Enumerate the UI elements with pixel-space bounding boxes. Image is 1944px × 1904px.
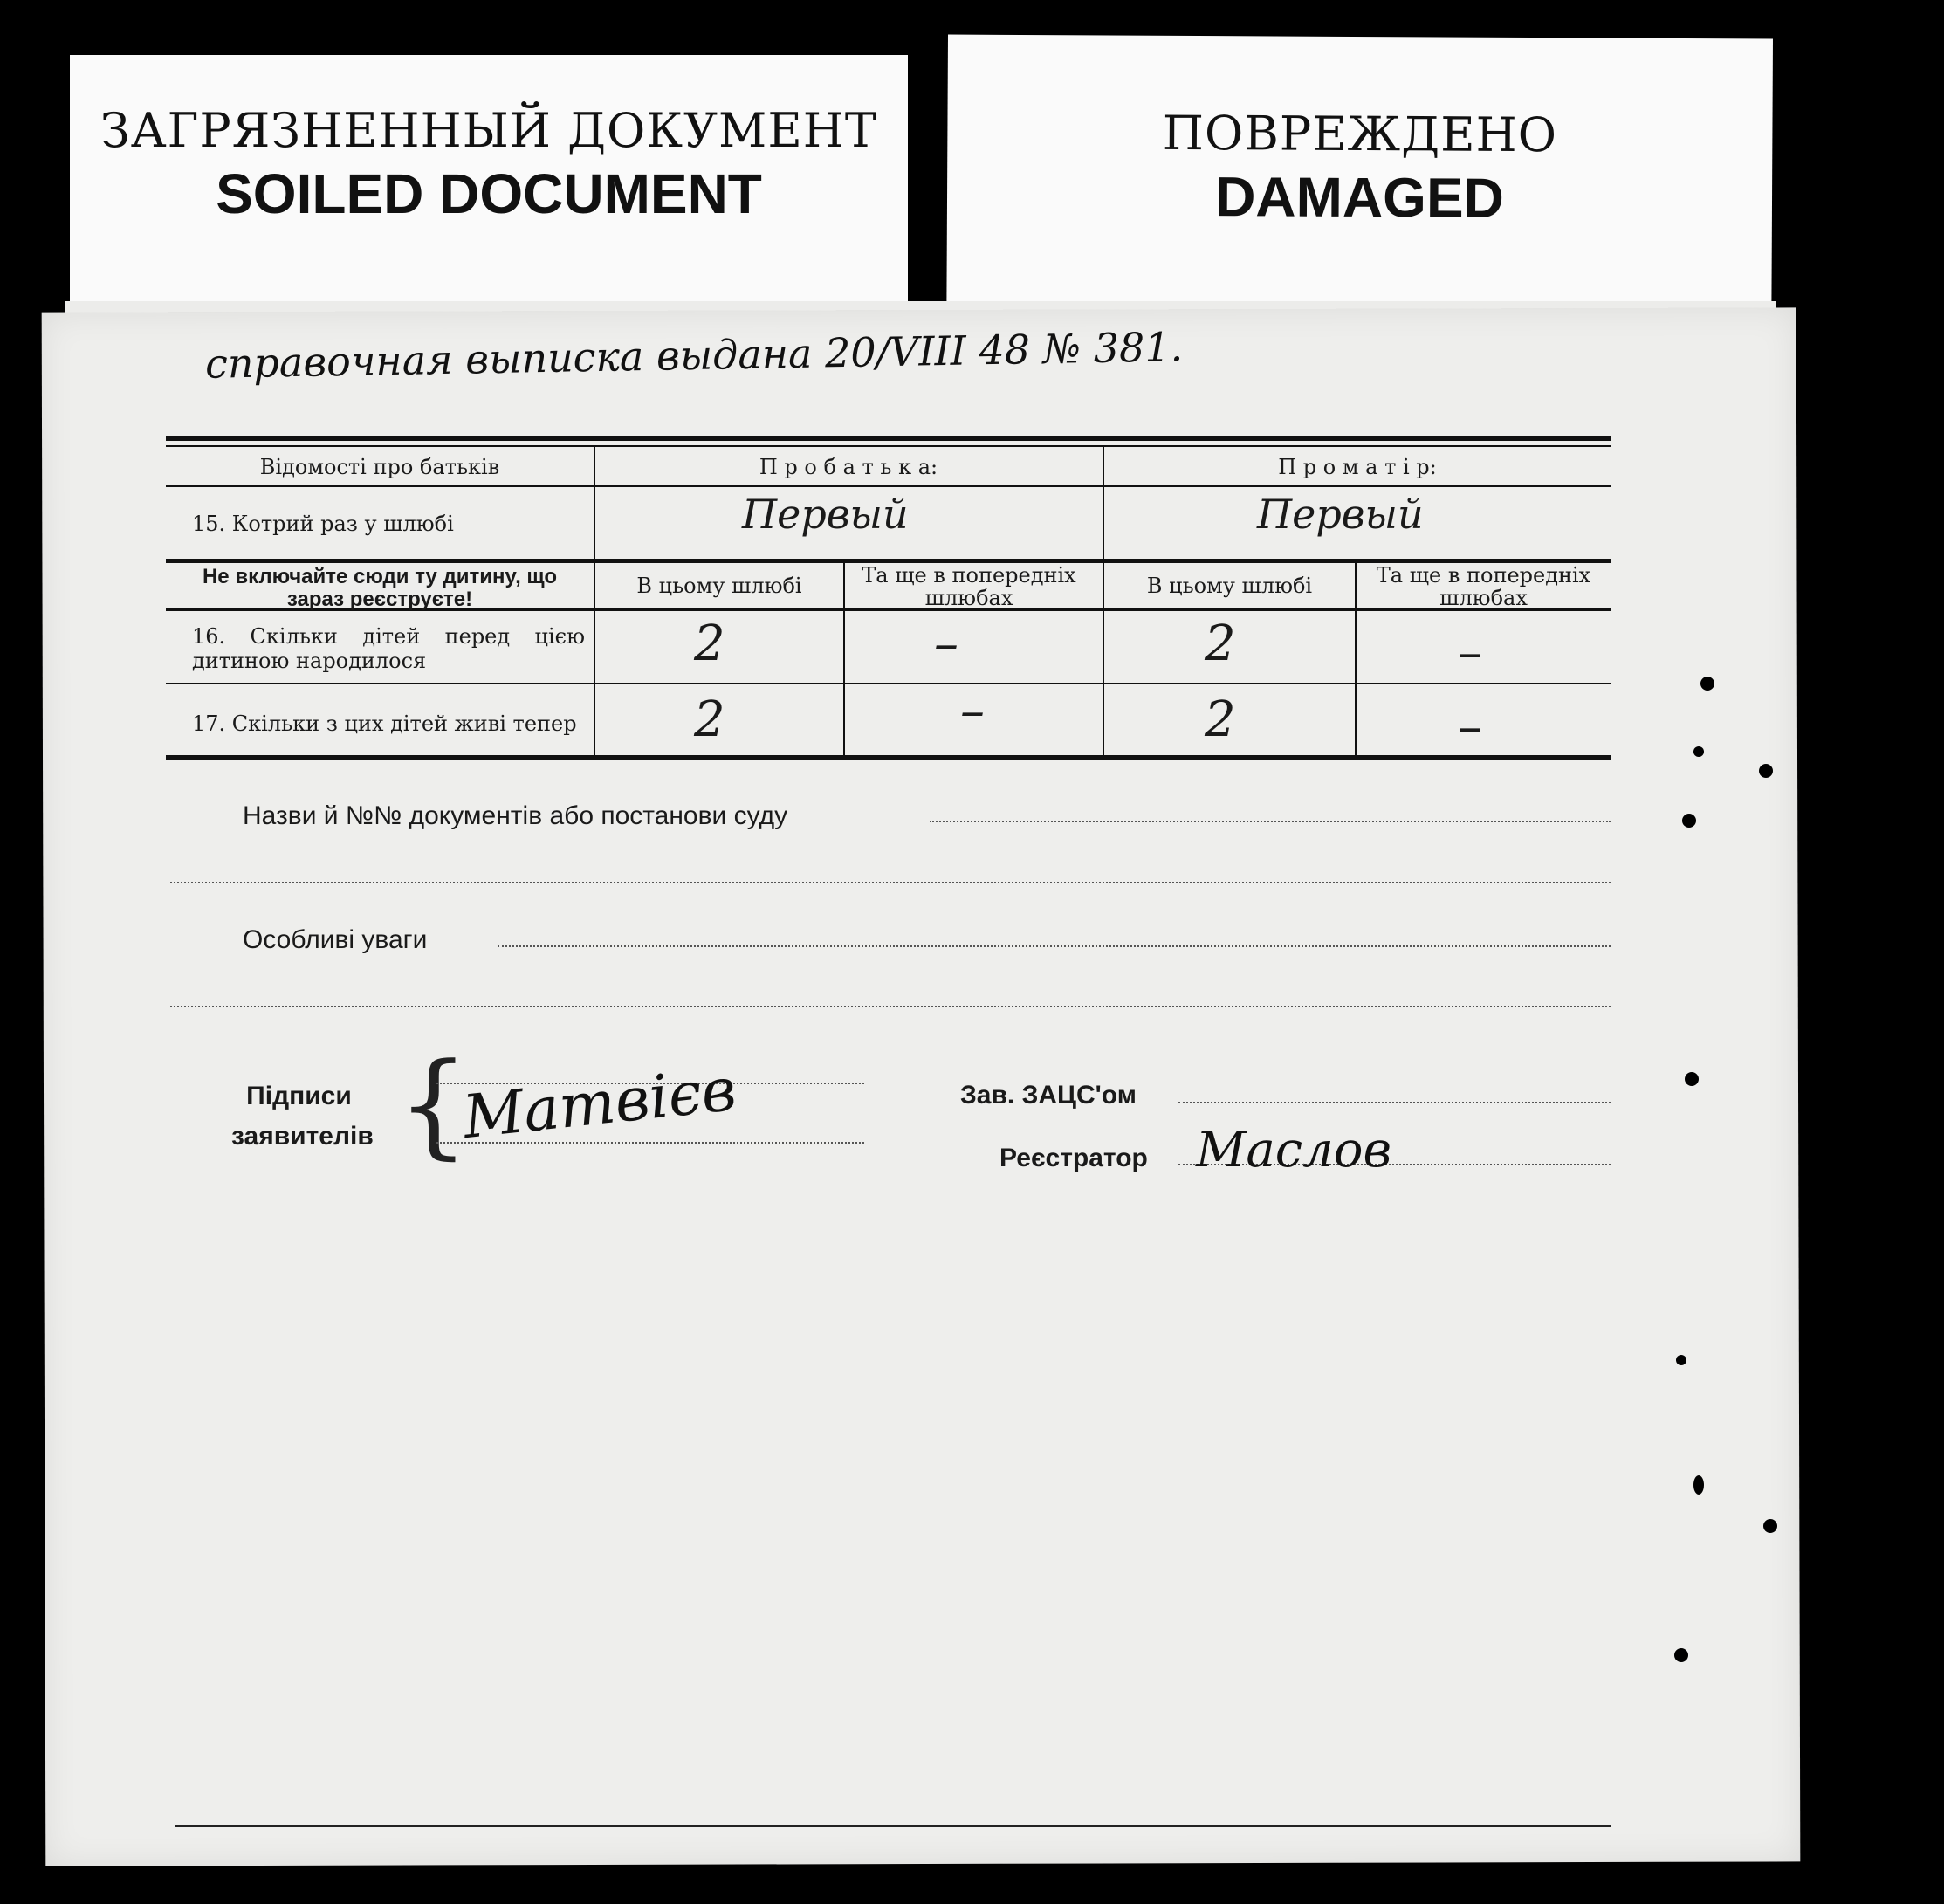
father-this-marriage-header: В цьому шлюбі [636,574,802,598]
mother-prev-marriages-header: Та ще в попередніх шлюбах [1376,563,1591,611]
punch-hole [1759,764,1773,778]
row17-father-this: 2 [694,691,725,748]
row16-label: 16. Скільки дітей перед цією дитиною народилося [192,624,585,673]
row16-mother-this: 2 [1205,615,1236,672]
row16-mother-prev: – [1458,624,1482,681]
punch-hole [1685,1072,1699,1086]
soiled-ru-label: ЗАГРЯЗНЕННЫЙ ДОКУМЕНТ [100,103,877,158]
punch-hole [1674,1648,1688,1662]
row17-mother-this: 2 [1205,691,1236,748]
header-father: П р о б а т ь к а: [759,455,938,479]
soiled-en-label: SOILED DOCUMENT [216,162,762,225]
punch-hole [1693,746,1704,757]
signatures-label: Підписи заявителів [231,1082,374,1151]
parents-table [166,436,1611,761]
row15-father-value: Первый [742,491,909,538]
head-zags-label: Зав. ЗАЦС'ом [960,1081,1137,1110]
row17-label: 17. Скільки з цих дітей живі тепер [192,711,577,736]
handwritten-top-note: справочная выписка выдана 20/VIII 48 № 381. [204,323,1184,388]
row17-mother-prev: – [1458,698,1482,755]
applicant-signature: Матвієв [459,1055,739,1153]
remarks-label: Особливі уваги [243,925,428,954]
row15-label: 15. Котрий раз у шлюбі [192,512,454,536]
punch-hole [1693,1475,1704,1495]
documents-line-2 [170,882,1611,883]
header-parents-info: Відомості про батьків [259,455,500,479]
mother-this-marriage-header: В цьому шлюбі [1146,574,1313,598]
row17-father-prev: – [960,683,985,739]
punch-hole [1682,814,1696,828]
punch-hole [1676,1355,1686,1365]
registrar-label: Реєстратор [999,1144,1148,1172]
remarks-line-2 [170,1006,1611,1007]
head-zags-line [1178,1102,1611,1103]
row16-father-this: 2 [694,615,725,672]
damaged-en-label: DAMAGED [1215,165,1505,230]
punch-hole [1700,677,1714,691]
documents-line [930,821,1611,822]
damaged-ru-label: ПОВРЕЖДЕНО [1162,105,1558,163]
header-mother: П р о м а т і р: [1278,455,1437,479]
row16-father-prev: – [934,615,958,672]
registrar-signature: Маслов [1196,1122,1392,1179]
remarks-line [498,945,1611,947]
bottom-rule [175,1825,1611,1827]
punch-hole [1763,1519,1777,1533]
exclusion-note: Не включайте сюди ту дитину, що зараз реєструєте! [202,565,558,612]
documents-label: Назви й №№ документів або постанови суду [243,801,788,830]
signatures-brace: { [397,1038,470,1171]
row15-mother-value: Первый [1257,491,1424,538]
father-prev-marriages-header: Та ще в попередніх шлюбах [862,563,1076,611]
